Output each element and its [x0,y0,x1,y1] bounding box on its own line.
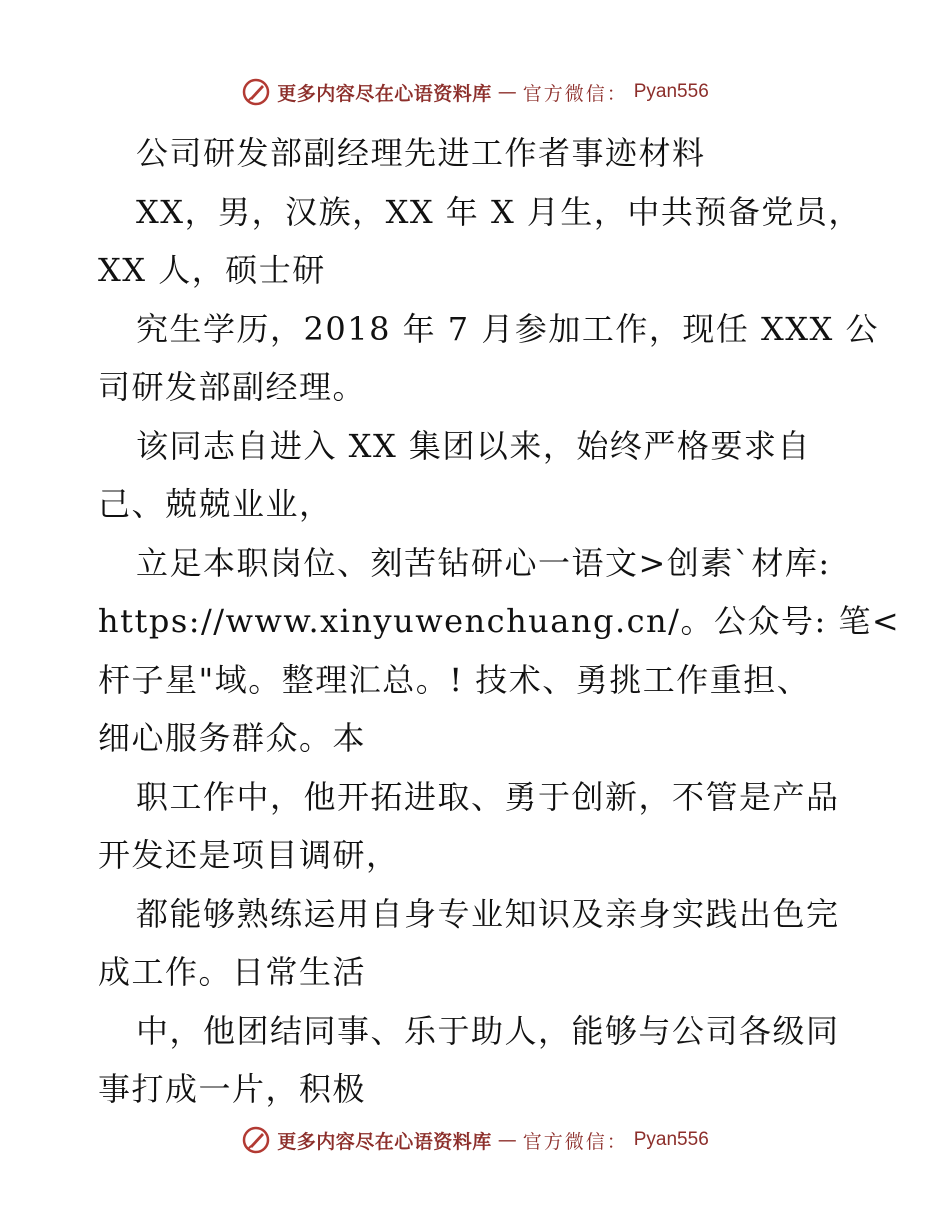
text-line: 己、兢兢业业， [98,485,333,523]
banner-official-text: 官方微信： [522,1130,628,1153]
text-line: 中，他团结同事、乐于助人，能够与公司各级同 [136,1011,840,1050]
text-line: 杆子星"域。整理汇总。! 技术、勇挑工作重担、 [98,660,811,699]
text-line: 成工作。日常生活 [98,953,367,991]
text-line: 司研发部副经理。 [98,368,367,406]
text-line: 开发还是项目调研， [98,836,400,874]
banner-library-text: 更多内容尽在心语资料库 [277,1130,492,1153]
banner-dash: — [497,81,517,103]
document-body [98,124,901,1119]
text-line: 细心服务群众。本 [98,719,367,757]
quill-logo-icon [241,1125,271,1155]
text-line: 究生学历，2018 年 7 月参加工作，现任 XXX 公 [136,309,880,348]
text-line: 都能够熟练运用自身专业知识及亲身实践出色完 [136,894,840,933]
document-title: 公司研发部副经理先进工作者事迹材料 [136,134,706,172]
text-line: 事打成一片，积极 [98,1070,367,1108]
banner-dash: — [497,1129,517,1151]
text-line: 该同志自进入 XX 集团以来，始终严格要求自 [136,426,811,465]
banner-official-text: 官方微信： [522,82,628,105]
footer-banner [0,1120,950,1160]
text-line: XX，男，汉族，XX 年 X 月生，中共预备党员， [136,192,862,231]
text-line: 立足本职岗位、刻苦钻研心一语文>创素`材库: [136,543,831,582]
text-line: XX 人，硕士研 [98,251,326,289]
banner-library-text: 更多内容尽在心语资料库 [277,82,492,105]
banner-wechat-id: Pyan556 [633,1129,709,1150]
banner-wechat-id: Pyan556 [633,81,709,102]
text-line: https://www.xinyuwenchuang.cn/。公众号: 笔< [98,602,901,640]
text-line: 职工作中，他开拓进取、勇于创新，不管是产品 [136,777,840,816]
header-banner [0,72,950,112]
quill-logo-icon [241,77,271,107]
